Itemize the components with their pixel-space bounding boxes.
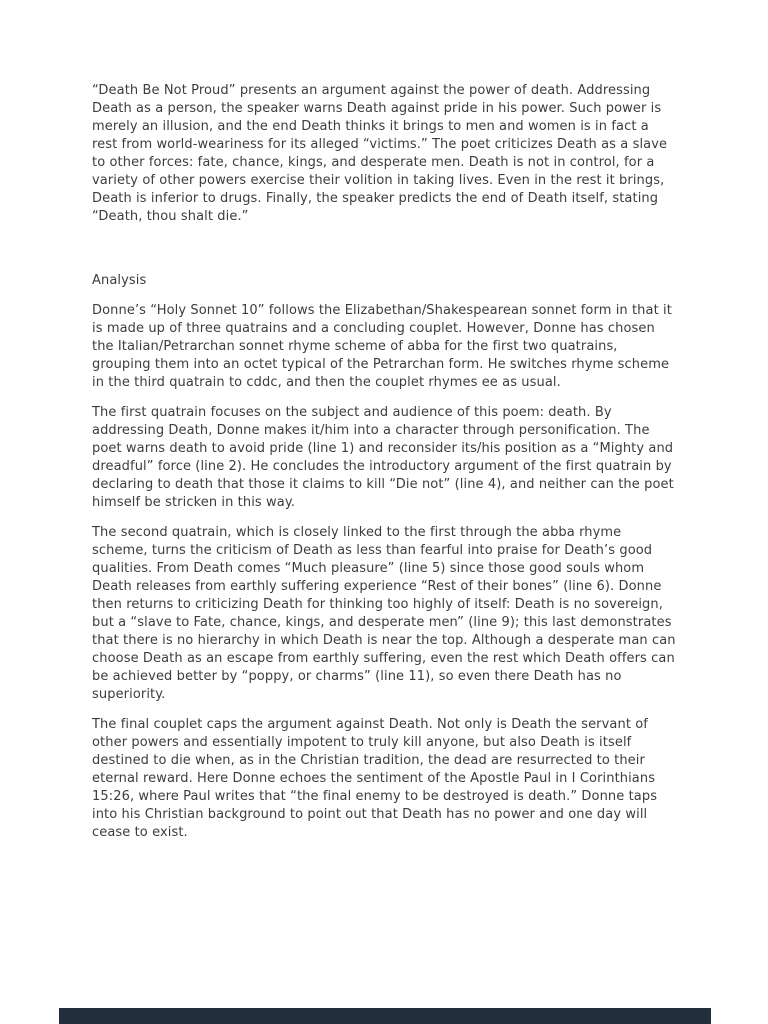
document-text-content (92, 82, 676, 854)
paragraph: Donne’s “Holy Sonnet 10” follows the Elizabethan/Shakespearean sonnet form in that it is made up of three quatrains and a concluding couplet. However, Donne has chosen the Italian/Petrarchan sonnet rhyme scheme of abba for the first two quatrains, grouping them into an octet typical of the Petrarchan form. He switches rhyme scheme in the third quatrain to cddc, and then the couplet rhymes ee as usual. (92, 303, 672, 390)
intro-paragraph: “Death Be Not Proud” presents an argument against the power of death. Addressing Death as a person, the speaker warns Death against pride in his power. Such power is merely an illusion, and the end Death thinks it brings to men and women is in fact a rest from world-weariness for its alleged “victims.” The poet criticizes Death as a slave to other forces: fate, chance, kings, and desperate men. Death is not in control, for a variety of other powers exercise their volition in taking lives. Even in the rest it brings, Death is inferior to drugs. Finally, the speaker predicts the end of Death itself, stating “Death, thou shalt die.” (92, 83, 668, 224)
paragraph: The first quatrain focuses on the subject and audience of this poem: death. By addressing Death, Donne makes it/him into a character through personification. The poet warns death to avoid pride (line 1) and reconsider its/his position as a “Mighty and dreadful” force (line 2). He concludes the introductory argument of the first quatrain by declaring to death that those it claims to kill “Die not” (line 4), and neither can the poet himself be stricken in this way. (92, 405, 674, 510)
paragraph: The final couplet caps the argument against Death. Not only is Death the servant of other powers and essentially impotent to truly kill anyone, but also Death is itself destined to die when, as in the Christian tradition, the dead are resurrected to their eternal reward. Here Donne echoes the sentiment of the Apostle Paul in I Corinthians 15:26, where Paul writes that “the final enemy to be destroyed is death.” Donne taps into his Christian background to point out that Death has no power and one day will cease to exist. (92, 717, 658, 840)
paragraph: The second quatrain, which is closely linked to the first through the abba rhyme scheme, turns the criticism of Death as less than fearful into praise for Death’s good qualities. From Death comes “Much pleasure” (line 5) since those good souls whom Death releases from earthly suffering experience “Rest of their bones” (line 6). Donne then returns to criticizing Death for thinking too highly of itself: Death is no sovereign, but a “slave to Fate, chance, kings, and desperate men” (line 9); this last demonstrates that there is no hierarchy in which Death is near the top. Although a desperate man can choose Death as an escape from earthly suffering, even the rest which Death offers can be achieved better by “poppy, or charms” (line 11), so even there Death has no superiority. (92, 525, 676, 702)
page-bottom-bar (59, 1008, 711, 1024)
section-heading-analysis: Analysis (92, 273, 147, 288)
